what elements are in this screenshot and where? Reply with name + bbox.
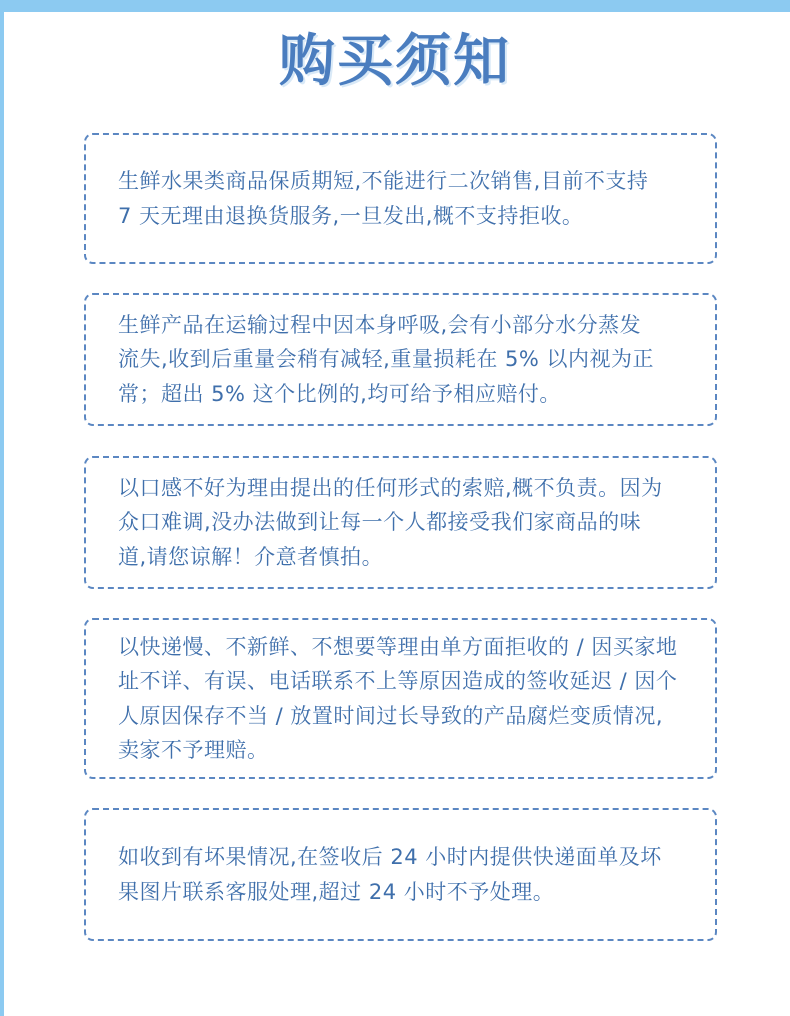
- notice-box-taste-claims: [84, 456, 717, 589]
- notice-line: 道,请您谅解！介意者慎拍。: [118, 544, 384, 569]
- notice-box-damaged-fruit: [84, 808, 717, 941]
- notice-line: 生鲜产品在运输过程中因本身呼吸,会有小部分水分蒸发: [118, 312, 642, 337]
- notice-line: 7 天无理由退换货服务,一旦发出,概不支持拒收。: [118, 203, 584, 228]
- page-title: 购买须知: [279, 29, 511, 94]
- notice-line: 以口感不好为理由提出的任何形式的索赔,概不负责。因为: [118, 475, 663, 500]
- notice-line: 果图片联系客服处理,超过 24 小时不予处理。: [118, 879, 555, 904]
- notice-line: 生鲜水果类商品保质期短,不能进行二次销售,目前不支持: [118, 169, 649, 193]
- notice-box-shelf-life: [84, 133, 717, 264]
- notice-box-weight-loss: [84, 293, 717, 426]
- notice-box-no-compensation: [84, 618, 717, 779]
- notice-line: 众口难调,没办法做到让每一个人都接受我们家商品的味: [118, 510, 642, 535]
- notice-line: 常；超出 5% 这个比例的,均可给予相应赔付。: [118, 381, 561, 406]
- notice-line: 流失,收到后重量会稍有减轻,重量损耗在 5% 以内视为正: [118, 347, 655, 372]
- notice-line: 以快递慢、不新鲜、不想要等理由单方面拒收的 / 因买家地: [118, 634, 678, 659]
- notice-line: 人原因保存不当 / 放置时间过长导致的产品腐烂变质情况,: [118, 703, 664, 728]
- notice-line: 卖家不予理赔。: [118, 738, 269, 762]
- top-accent-bar: [0, 0, 790, 12]
- left-accent-bar: [0, 0, 4, 1016]
- notice-line: 址不详、有误、电话联系不上等原因造成的签收延迟 / 因个: [118, 669, 678, 693]
- notice-line: 如收到有坏果情况,在签收后 24 小时内提供快递面单及坏: [118, 845, 662, 869]
